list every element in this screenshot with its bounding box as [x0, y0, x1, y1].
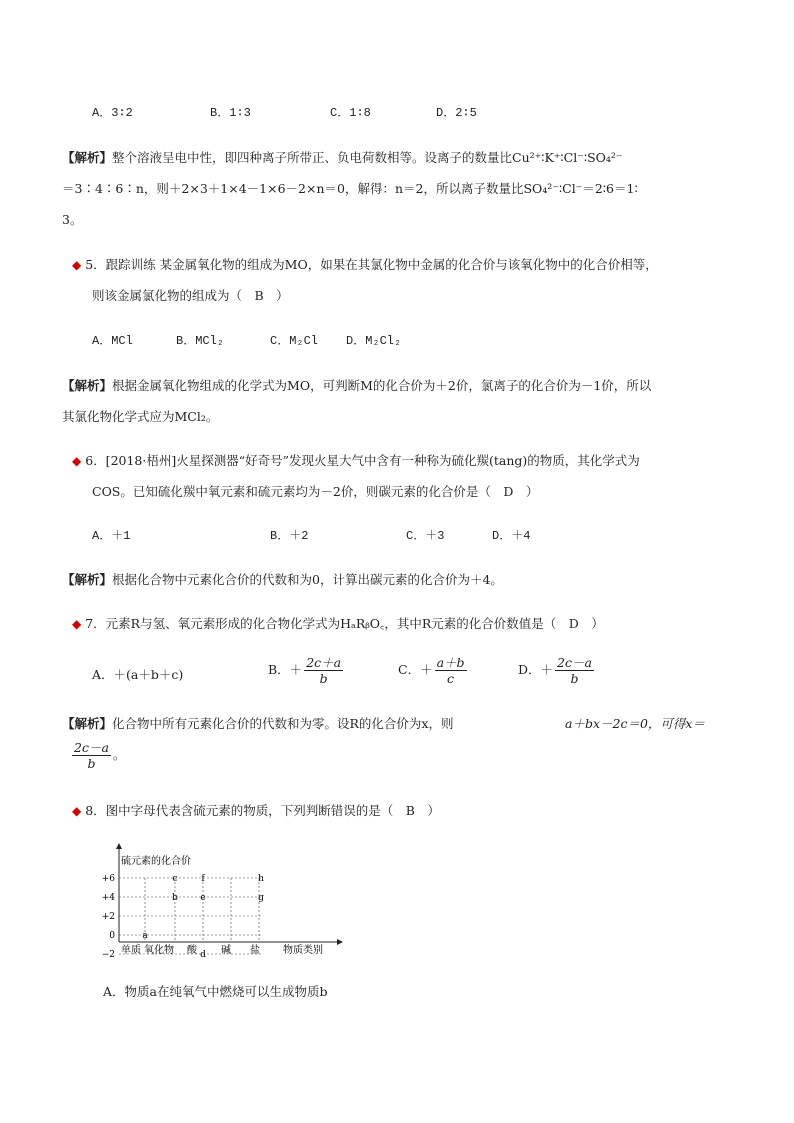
q7-option-d-fraction: [555, 655, 594, 686]
y-tick-label: +6: [101, 874, 115, 884]
q7-analysis-end: 。: [112, 747, 126, 762]
x-tick-label: 盐: [250, 945, 260, 956]
fraction-denominator: b: [570, 671, 579, 686]
q5-analysis-text1: 根据金属氧化物组成的化学式为MO，可判断M的化合价为＋2价，氯离子的化合价为－1价，所以: [112, 378, 652, 393]
y-tick-label: −2: [101, 950, 115, 960]
q7-option-b: [268, 655, 345, 686]
q7-stem-line: [72, 615, 604, 633]
q6-analysis-line: [62, 571, 503, 589]
q4-analysis-line2: ＝3∶4∶6∶n，则＋2×3＋1×4－1×6－2×n＝0，解得：n＝2，所以离子数量比SO₄²⁻∶Cl⁻＝2∶6＝1∶: [62, 181, 638, 196]
q7-analysis-fraction: [72, 740, 111, 771]
q4-option-b: B．1∶3: [210, 106, 251, 120]
q7-analysis-line1: [62, 715, 453, 733]
x-tick-label: 碱: [221, 945, 231, 956]
q5-option-b: B．MCl₂: [176, 334, 225, 348]
analysis-tag: 【解析】: [62, 150, 113, 165]
q7-option-d: [518, 655, 596, 686]
q7-analysis-text1: 化合物中所有元素化合价的代数和为零。设R的化合价为x，则: [112, 716, 454, 731]
analysis-tag: 【解析】: [62, 572, 113, 587]
q8-stem: 8．图中字母代表含硫元素的物质，下列判断错误的是（ B ）: [85, 803, 440, 818]
q6-stem1: 6．[2018·梧州]火星探测器“好奇号”发现火星大气中含有一种称为硫化羰(tang)的物质，其化学式为: [85, 453, 640, 468]
point-b: b: [172, 893, 178, 903]
q4-option-a: A．3∶2: [92, 106, 133, 120]
q5-stem-line1: [72, 256, 658, 274]
fraction-numerator: 2c－a: [74, 740, 109, 755]
diamond-bullet-icon: ◆: [72, 617, 82, 631]
fraction-denominator: b: [319, 671, 328, 686]
q8-stem-line: [72, 802, 440, 820]
analysis-tag: 【解析】: [62, 716, 113, 731]
q6-option-b: B．＋2: [270, 529, 309, 543]
q5-option-d: D．M₂Cl₂: [346, 334, 402, 348]
x-tick-label: 酸: [187, 945, 197, 956]
q7-option-c-fraction: [435, 655, 467, 686]
q7-option-c-prefix: C．＋: [398, 662, 433, 677]
q7-option-b-fraction: [304, 655, 343, 686]
q7-stem: 7．元素R与氢、氧元素形成的化合物化学式为HₐRᵦO꜀，其中R元素的化合价数值是（ D ）: [85, 616, 604, 631]
q5-stem1: 5．跟踪训练 某金属氧化物的组成为MO，如果在其氯化物中金属的化合价与该氧化物中的化合价相等，: [85, 257, 658, 272]
fraction-numerator: 2c－a: [557, 655, 592, 670]
point-h: h: [258, 874, 264, 884]
q4-analysis-line3: 3。: [62, 212, 83, 227]
q5-stem-line2: 则该金属氯化物的组成为（ B ）: [92, 288, 289, 303]
chart-xlabel: 物质类别: [283, 945, 323, 956]
chart-title: 硫元素的化合价: [121, 856, 191, 867]
fraction-numerator: a＋b: [436, 655, 465, 670]
fraction-denominator: b: [87, 756, 96, 771]
y-tick-label: 0: [109, 931, 115, 941]
q6-analysis-text: 根据化合物中元素化合价的代数和为0，计算出碳元素的化合价为＋4。: [112, 572, 503, 587]
diamond-bullet-icon: ◆: [72, 804, 82, 818]
q5-analysis-line1: [62, 377, 651, 395]
q5-option-c: C．M₂Cl: [270, 334, 319, 348]
q6-option-a: A．＋1: [92, 529, 131, 543]
point-d: d: [200, 950, 206, 960]
q4-option-c: C．1∶8: [330, 106, 371, 120]
q4-analysis-line1: [62, 149, 623, 167]
point-a: a: [142, 931, 148, 941]
q5-option-a: A．MCl: [92, 334, 133, 348]
sulfur-valence-chart: [95, 842, 345, 960]
analysis-tag: 【解析】: [62, 378, 113, 393]
q6-stem-line1: [72, 452, 640, 470]
q8-option-a: A．物质a在纯氧气中燃烧可以生成物质b: [103, 984, 328, 999]
q5-analysis-line2: 其氯化物化学式应为MCl₂。: [62, 409, 219, 424]
q7-analysis-line2: [70, 740, 125, 771]
point-e: e: [200, 893, 206, 903]
diamond-bullet-icon: ◆: [72, 454, 82, 468]
q6-option-c: C．＋3: [406, 529, 445, 543]
q4-analysis-text1: 整个溶液呈电中性，即四种离子所带正、负电荷数相等。设离子的数量比Cu²⁺∶K⁺∶Cl⁻∶SO₄²⁻: [112, 150, 623, 165]
point-f: f: [201, 874, 205, 884]
point-c: c: [172, 874, 178, 884]
q7-option-a: A．＋(a＋b＋c): [92, 667, 184, 682]
y-tick-label: +4: [101, 893, 115, 903]
y-tick-label: +2: [101, 912, 115, 922]
x-tick-label: 单质: [121, 945, 141, 956]
fraction-denominator: c: [447, 671, 455, 686]
fraction-numerator: 2c＋a: [306, 655, 342, 670]
q7-analysis-equation: a＋bx－2c＝0，可得x＝: [565, 716, 705, 731]
x-tick-label: 氧化物: [144, 945, 174, 956]
q7-option-d-prefix: D．＋: [518, 662, 554, 677]
q6-stem-line2: COS。已知硫化羰中氧元素和硫元素均为－2价，则碳元素的化合价是（ D ）: [92, 484, 539, 499]
q6-option-d: D．＋4: [492, 529, 531, 543]
point-g: g: [258, 893, 264, 903]
diamond-bullet-icon: ◆: [72, 258, 82, 272]
q7-option-c: [398, 655, 469, 686]
q4-option-d: D．2∶5: [436, 106, 477, 120]
q7-option-b-prefix: B．＋: [268, 662, 303, 677]
